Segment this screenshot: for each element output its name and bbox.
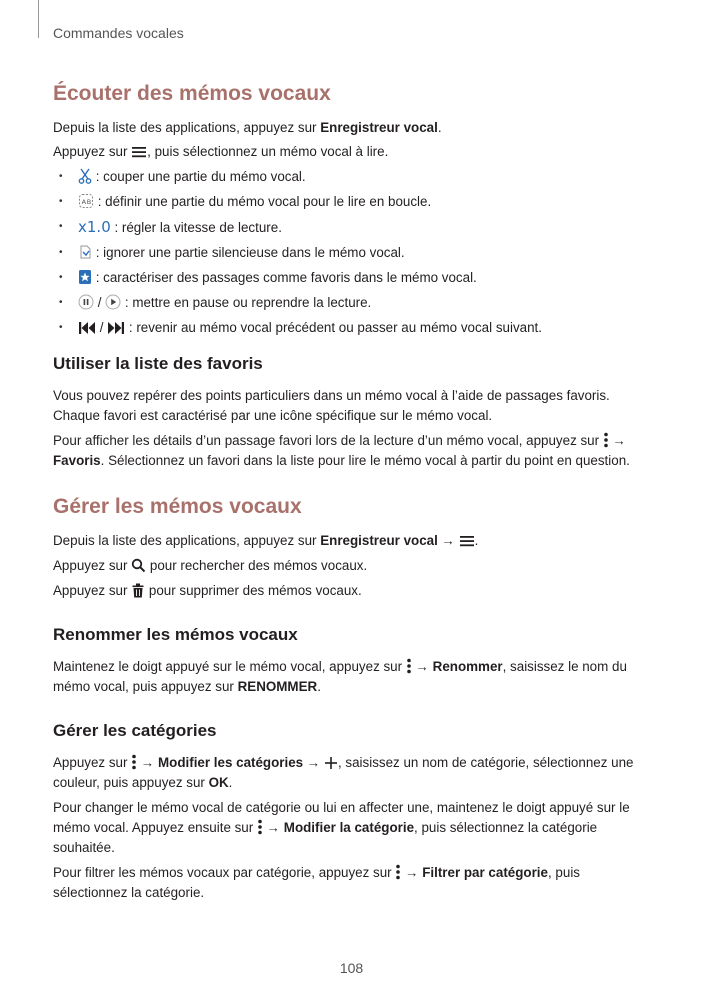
play-icon <box>105 294 121 310</box>
menu-icon <box>131 145 147 159</box>
subsection-title-categories: Gérer les catégories <box>53 721 217 740</box>
section-title-listen: Écouter des mémos vocaux <box>53 82 331 105</box>
list-item: • : couper une partie du mémo vocal. <box>53 167 653 187</box>
speed-icon: x1.0 <box>78 218 111 236</box>
favorites-paragraph-2: Pour afficher les détails d’un passage favori lors de la lecture d’un mémo vocal, appuyez sur → Favoris. Sélectionnez un favori dans la liste pour lire le mémo vocal à partir du point en question. <box>53 433 630 468</box>
manage-paragraph-3: Appuyez sur pour supprimer des mémos vocaux. <box>53 583 362 598</box>
repeat-ab-icon <box>78 193 94 209</box>
svg-text:A: • A <box>81 198 87 206</box>
scissors-icon <box>78 168 92 184</box>
manage-paragraph-1: Depuis la liste des applications, appuyez sur Enregistreur vocal → . <box>53 533 479 548</box>
rename-paragraph-1: Maintenez le doigt appuyé sur le mémo vocal, appuyez sur → Renommer, saisissez le nom du mémo vocal, puis appuyez sur RENOMMER. <box>53 659 627 694</box>
page-number: 108 <box>339 960 364 976</box>
previous-icon <box>78 321 96 335</box>
categories-paragraph-2: Pour changer le mémo vocal de catégorie ou lui en affecter une, maintenez le doigt appuyé sur le mémo vocal. Appuyez ensuite sur → Modifier la catégorie, puis sélectionnez la catégorie souhaitée. <box>53 800 630 855</box>
list-item: • x1.0 : régler la vitesse de lecture. <box>53 217 653 238</box>
manage-paragraph-2: Appuyez sur pour rechercher des mémos vocaux. <box>53 558 368 573</box>
favorites-paragraph-1: Vous pouvez repérer des points particuliers dans un mémo vocal à l’aide de passages favoris. Chaque favori est caractérisé par une icône spécifique sur le mémo vocal. <box>53 388 610 423</box>
section-title-manage: Gérer les mémos vocaux <box>53 495 302 518</box>
player-controls-list <box>53 167 653 338</box>
plus-icon <box>324 756 338 770</box>
list-item: • A B : définir une partie du mémo vocal pour le lire en boucle. <box>53 192 653 212</box>
bookmark-star-icon <box>78 269 92 285</box>
running-title: Commandes vocales <box>53 25 184 41</box>
pause-icon <box>78 294 94 310</box>
menu-icon <box>459 534 475 548</box>
svg-text:B: B <box>86 198 92 206</box>
page-content <box>53 80 653 903</box>
categories-paragraph-3: Pour filtrer les mémos vocaux par catégorie, appuyez sur → Filtrer par catégorie, puis sélectionnez la catégorie. <box>53 865 580 900</box>
categories-paragraph-1: Appuyez sur → Modifier les catégories → , saisissez un nom de catégorie, sélectionnez une couleur, puis appuyez sur OK. <box>53 755 634 790</box>
subsection-title-favorites: Utiliser la liste des favoris <box>53 354 263 373</box>
header-rule <box>38 0 39 38</box>
search-icon <box>131 558 146 573</box>
list-item: • / : mettre en pause ou reprendre la lecture. <box>53 293 653 313</box>
subsection-title-rename: Renommer les mémos vocaux <box>53 625 298 644</box>
list-item: • : ignorer une partie silencieuse dans le mémo vocal. <box>53 243 653 263</box>
listen-paragraph-1: Depuis la liste des applications, appuyez sur Enregistreur vocal. <box>53 120 442 135</box>
trash-icon <box>131 583 145 598</box>
list-item: • : caractériser des passages comme favoris dans le mémo vocal. <box>53 268 653 288</box>
next-icon <box>107 321 125 335</box>
skip-silence-icon <box>78 244 92 260</box>
list-item: • / : revenir au mémo vocal précédent ou passer au mémo vocal suivant. <box>53 318 653 338</box>
listen-paragraph-2: Appuyez sur , puis sélectionnez un mémo vocal à lire. <box>53 144 389 159</box>
